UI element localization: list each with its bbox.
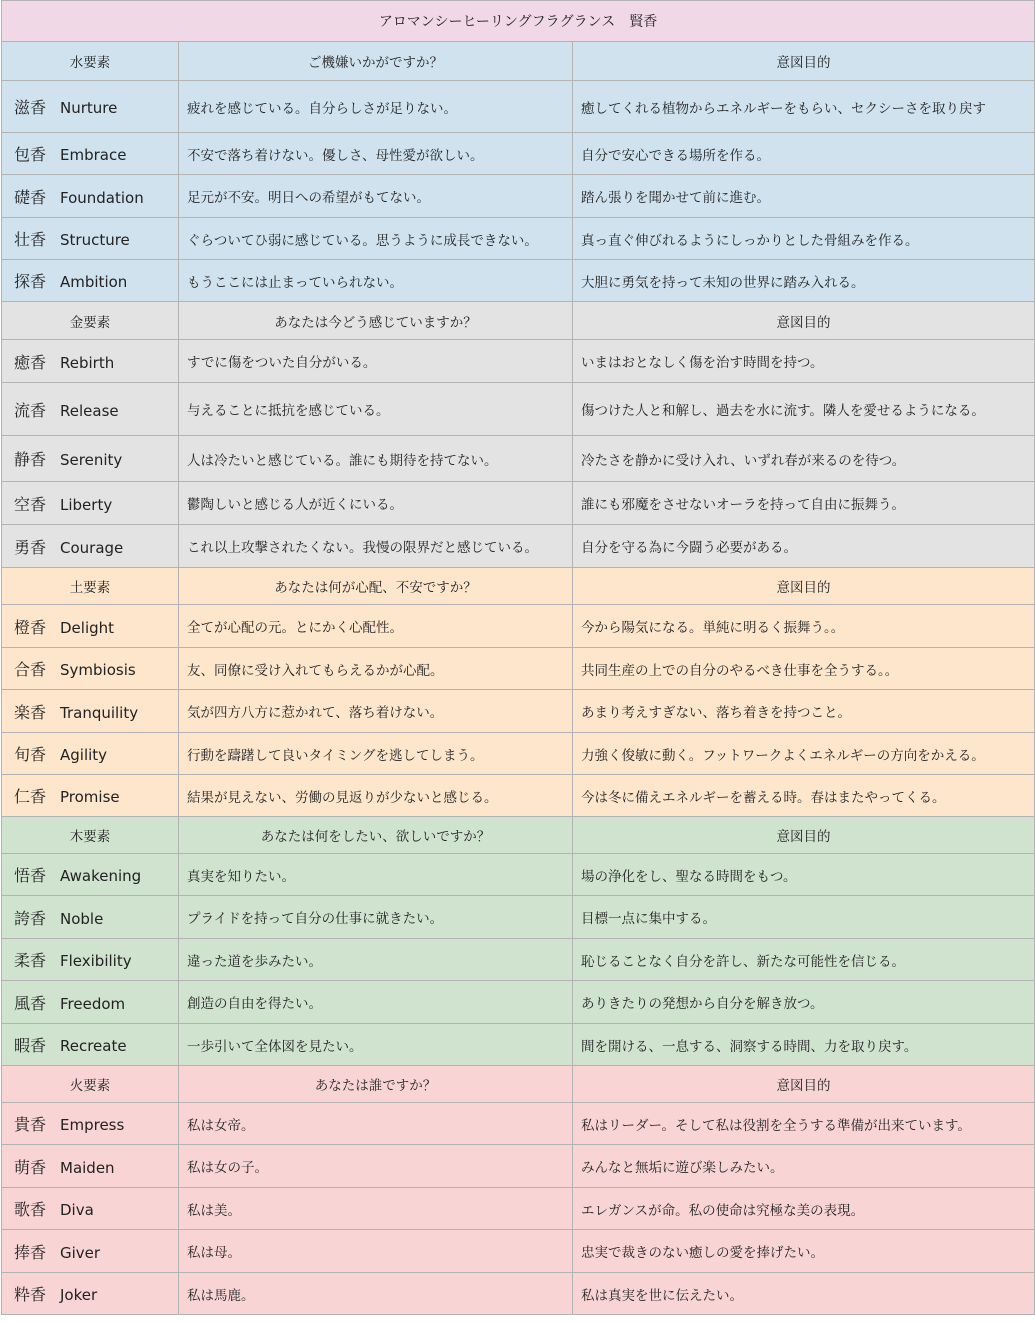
fragrance-name-cell — [2, 775, 179, 817]
table-row — [2, 896, 1035, 939]
fragrance-english: Promise — [60, 788, 120, 806]
table-row — [2, 648, 1035, 690]
table-row — [2, 981, 1035, 1024]
fragrance-kanji: 楽香 — [14, 702, 47, 722]
feeling-cell: 気が四方八方に惹かれて、落ち着けない。 — [179, 690, 573, 733]
question-header: あなたは何が心配、不安ですか？ — [179, 568, 573, 605]
table-row — [2, 436, 1035, 482]
purpose-cell: 場の浄化をし、聖なる時間をもつ。 — [573, 854, 1035, 896]
purpose-cell: エレガンスが命。私の使命は究極な美の表現。 — [573, 1188, 1035, 1230]
purpose-header: 意図目的 — [573, 568, 1035, 605]
element-header: 水要素 — [2, 42, 179, 81]
fragrance-english: Flexibility — [60, 952, 132, 970]
fragrance-name-cell — [2, 482, 179, 525]
purpose-cell: 忠実で裁きのない癒しの愛を捧げたい。 — [573, 1230, 1035, 1273]
fragrance-english: Embrace — [60, 146, 127, 164]
fragrance-kanji: 歌香 — [14, 1200, 47, 1219]
table-row — [2, 525, 1035, 568]
table-title: アロマンシーヒーリングフラグランス 賢香 — [2, 1, 1035, 42]
purpose-cell: 今から陽気になる。単純に明るく振舞う。。 — [573, 605, 1035, 648]
feeling-cell: もうここには止まっていられない。 — [179, 260, 573, 302]
purpose-cell: 傷つけた人と和解し、過去を水に流す。隣人を愛せるようになる。 — [573, 383, 1035, 436]
feeling-cell: ぐらついてひ弱に感じている。思うように成長できない。 — [179, 218, 573, 260]
table-body — [2, 1, 1035, 1315]
feeling-cell: 人は冷たいと感じている。誰にも期待を持てない。 — [179, 436, 573, 482]
fragrance-english: Recreate — [60, 1037, 127, 1055]
fragrance-name-cell — [2, 1103, 179, 1145]
fragrance-name-cell — [2, 218, 179, 260]
table-row — [2, 939, 1035, 981]
fragrance-name-cell — [2, 133, 179, 175]
fragrance-english: Release — [60, 401, 119, 420]
purpose-cell: 私は真実を世に伝えたい。 — [573, 1273, 1035, 1315]
table-row — [2, 1273, 1035, 1315]
purpose-cell: 共同生産の上での自分のやるべき仕事を全うする。。 — [573, 648, 1035, 690]
feeling-cell: 私は女帝。 — [179, 1103, 573, 1145]
fragrance-name-cell — [2, 175, 179, 218]
purpose-cell: 自分を守る為に今闘う必要がある。 — [573, 525, 1035, 568]
fragrance-kanji: 空香 — [14, 494, 47, 514]
fragrance-name-cell — [2, 854, 179, 896]
fragrance-name-cell — [2, 1188, 179, 1230]
table-row — [2, 690, 1035, 733]
feeling-cell: 創造の自由を得たい。 — [179, 981, 573, 1024]
fragrance-kanji: 勇香 — [14, 537, 47, 557]
purpose-cell: 今は冬に備えエネルギーを蓄える時。春はまたやってくる。 — [573, 775, 1035, 817]
fragrance-english: Courage — [60, 538, 124, 557]
fragrance-name-cell — [2, 648, 179, 690]
question-header: あなたは何をしたい、欲しいですか？ — [179, 817, 573, 854]
purpose-cell: 私はリーダー。そして私は役割を全うする準備が出来ています。 — [573, 1103, 1035, 1145]
fragrance-kanji: 風香 — [14, 993, 47, 1013]
fragrance-name-cell — [2, 340, 179, 383]
fragrance-name-cell — [2, 383, 179, 436]
table-row — [2, 133, 1035, 175]
feeling-cell: 不安で落ち着けない。優しさ、母性愛が欲しい。 — [179, 133, 573, 175]
purpose-cell: 大胆に勇気を持って未知の世界に踏み入れる。 — [573, 260, 1035, 302]
purpose-cell: いまはおとなしく傷を治す時間を持つ。 — [573, 340, 1035, 383]
fragrance-kanji: 合香 — [14, 660, 47, 679]
fragrance-kanji: 捧香 — [14, 1242, 47, 1262]
fragrance-kanji: 滋香 — [14, 98, 47, 117]
purpose-cell: あまり考えすぎない、落ち着きを持つこと。 — [573, 690, 1035, 733]
section-header-row — [2, 42, 1035, 81]
fragrance-name-cell — [2, 1273, 179, 1315]
fragrance-name-cell — [2, 896, 179, 939]
table-row — [2, 218, 1035, 260]
question-header: あなたは今どう感じていますか？ — [179, 302, 573, 340]
table-row — [2, 81, 1035, 133]
purpose-cell: ありきたりの発想から自分を解き放つ。 — [573, 981, 1035, 1024]
feeling-cell: 私は女の子。 — [179, 1145, 573, 1188]
fragrance-kanji: 柔香 — [14, 951, 47, 970]
question-header: あなたは誰ですか？ — [179, 1066, 573, 1103]
feeling-cell: 一歩引いて全体図を見たい。 — [179, 1024, 573, 1066]
fragrance-name-cell — [2, 605, 179, 648]
fragrance-kanji: 癒香 — [14, 352, 47, 372]
element-header: 木要素 — [2, 817, 179, 854]
fragrance-name-cell — [2, 1230, 179, 1273]
feeling-cell: 鬱陶しいと感じる人が近くにいる。 — [179, 482, 573, 525]
fragrance-name-cell — [2, 81, 179, 133]
table-row — [2, 605, 1035, 648]
element-header: 土要素 — [2, 568, 179, 605]
fragrance-kanji: 萌香 — [14, 1157, 47, 1177]
feeling-cell: 行動を躊躇して良いタイミングを逃してしまう。 — [179, 733, 573, 775]
fragrance-kanji: 壮香 — [14, 230, 47, 249]
feeling-cell: プライドを持って自分の仕事に就きたい。 — [179, 896, 573, 939]
fragrance-english: Liberty — [60, 495, 113, 514]
fragrance-table — [1, 0, 1035, 1315]
table-row — [2, 482, 1035, 525]
feeling-cell: これ以上攻撃されたくない。我慢の限界だと感じている。 — [179, 525, 573, 568]
feeling-cell: 真実を知りたい。 — [179, 854, 573, 896]
feeling-cell: 結果が見えない、労働の見返りが少ないと感じる。 — [179, 775, 573, 817]
fragrance-english: Ambition — [60, 273, 128, 291]
fragrance-name-cell — [2, 436, 179, 482]
fragrance-name-cell — [2, 981, 179, 1024]
table-row — [2, 260, 1035, 302]
fragrance-english: Rebirth — [60, 353, 115, 372]
fragrance-english: Diva — [60, 1201, 94, 1219]
purpose-cell: みんなと無垢に遊び楽しみたい。 — [573, 1145, 1035, 1188]
section-header-row — [2, 817, 1035, 854]
table-row — [2, 1024, 1035, 1066]
purpose-cell: 自分で安心できる場所を作る。 — [573, 133, 1035, 175]
fragrance-kanji: 暇香 — [14, 1036, 47, 1055]
purpose-header: 意図目的 — [573, 1066, 1035, 1103]
fragrance-english: Empress — [60, 1116, 125, 1134]
fragrance-english: Agility — [60, 746, 108, 764]
table-row — [2, 854, 1035, 896]
feeling-cell: 私は美。 — [179, 1188, 573, 1230]
question-header: ご機嫌いかがですか？ — [179, 42, 573, 81]
fragrance-kanji: 静香 — [14, 450, 47, 469]
table-row — [2, 1230, 1035, 1273]
fragrance-kanji: 貴香 — [14, 1115, 47, 1134]
purpose-cell: 恥じることなく自分を許し、新たな可能性を信じる。 — [573, 939, 1035, 981]
fragrance-kanji: 礎香 — [14, 187, 47, 207]
element-header: 金要素 — [2, 302, 179, 340]
purpose-header: 意図目的 — [573, 817, 1035, 854]
table-row — [2, 1103, 1035, 1145]
fragrance-english: Awakening — [60, 867, 142, 885]
purpose-cell: 間を開ける、一息する、洞察する時間、力を取り戻す。 — [573, 1024, 1035, 1066]
fragrance-kanji: 誇香 — [14, 908, 47, 928]
purpose-cell: 踏ん張りを聞かせて前に進む。 — [573, 175, 1035, 218]
fragrance-kanji: 包香 — [14, 145, 47, 164]
fragrance-english: Structure — [60, 231, 130, 249]
fragrance-name-cell — [2, 939, 179, 981]
fragrance-kanji: 悟香 — [14, 866, 47, 885]
feeling-cell: すでに傷をついた自分がいる。 — [179, 340, 573, 383]
purpose-header: 意図目的 — [573, 42, 1035, 81]
fragrance-english: Maiden — [60, 1158, 115, 1177]
table-row — [2, 1188, 1035, 1230]
fragrance-english: Noble — [60, 909, 104, 928]
feeling-cell: 全てが心配の元。とにかく心配性。 — [179, 605, 573, 648]
fragrance-kanji: 粋香 — [14, 1285, 47, 1304]
section-header-row — [2, 302, 1035, 340]
fragrance-kanji: 旬香 — [14, 745, 47, 764]
fragrance-kanji: 流香 — [14, 400, 47, 420]
fragrance-kanji: 橙香 — [14, 617, 47, 637]
fragrance-english: Serenity — [60, 451, 123, 469]
title-row — [2, 1, 1035, 42]
fragrance-name-cell — [2, 733, 179, 775]
table-row — [2, 1145, 1035, 1188]
feeling-cell: 違った道を歩みたい。 — [179, 939, 573, 981]
fragrance-name-cell — [2, 1024, 179, 1066]
fragrance-name-cell — [2, 260, 179, 302]
table-row — [2, 340, 1035, 383]
fragrance-kanji: 探香 — [14, 272, 47, 291]
feeling-cell: 疲れを感じている。自分らしさが足りない。 — [179, 81, 573, 133]
fragrance-english: Foundation — [60, 188, 144, 207]
fragrance-english: Giver — [60, 1243, 101, 1262]
purpose-cell: 真っ直ぐ伸びれるようにしっかりとした骨組みを作る。 — [573, 218, 1035, 260]
fragrance-kanji: 仁香 — [14, 787, 47, 806]
feeling-cell: 私は馬鹿。 — [179, 1273, 573, 1315]
purpose-cell: 目標一点に集中する。 — [573, 896, 1035, 939]
feeling-cell: 私は母。 — [179, 1230, 573, 1273]
table-row — [2, 175, 1035, 218]
feeling-cell: 友、同僚に受け入れてもらえるかが心配。 — [179, 648, 573, 690]
table-row — [2, 383, 1035, 436]
fragrance-english: Symbiosis — [60, 661, 136, 679]
table-row — [2, 733, 1035, 775]
purpose-cell: 誰にも邪魔をさせないオーラを持って自由に振舞う。 — [573, 482, 1035, 525]
element-header: 火要素 — [2, 1066, 179, 1103]
section-header-row — [2, 568, 1035, 605]
fragrance-english: Freedom — [60, 994, 126, 1013]
fragrance-english: Tranquility — [60, 703, 139, 722]
fragrance-english: Delight — [60, 618, 115, 637]
fragrance-english: Joker — [60, 1286, 98, 1304]
purpose-cell: 冷たさを静かに受け入れ、いずれ春が来るのを待つ。 — [573, 436, 1035, 482]
fragrance-name-cell — [2, 1145, 179, 1188]
table-row — [2, 775, 1035, 817]
feeling-cell: 足元が不安。明日への希望がもてない。 — [179, 175, 573, 218]
purpose-cell: 癒してくれる植物からエネルギーをもらい、セクシーさを取り戻す — [573, 81, 1035, 133]
purpose-header: 意図目的 — [573, 302, 1035, 340]
section-header-row — [2, 1066, 1035, 1103]
feeling-cell: 与えることに抵抗を感じている。 — [179, 383, 573, 436]
purpose-cell: 力強く俊敏に動く。フットワークよくエネルギーの方向をかえる。 — [573, 733, 1035, 775]
fragrance-name-cell — [2, 525, 179, 568]
fragrance-english: Nurture — [60, 99, 118, 117]
fragrance-name-cell — [2, 690, 179, 733]
